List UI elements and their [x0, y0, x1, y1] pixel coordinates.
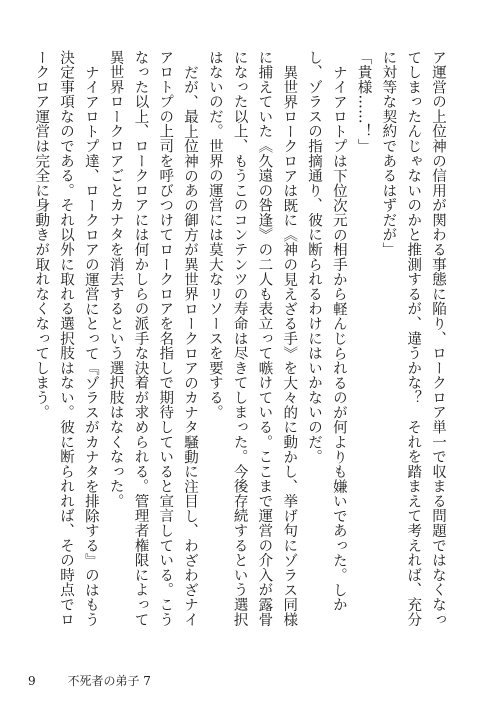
paragraph: だが、最上位神のあの御方が異世界ロークロアのカナタ騒動に注目し、わざわざナイアロトプの上司を呼びつけてロークロアを名指しで期待していると宣言している。こうなった以上、ロークロアには何かしらの派手な決着が求められる。管理者権限によって異世界ロークロアごとカナタを消去するという選択肢はなくなった。 [107, 50, 199, 627]
paragraph: 異世界ロークロアは既に《神の見えざる手》を大々的に動かし、挙げ句にゾラス同様に捕えていた《久遠の咎逢》の二人も表立って嗾けている。ここまで運営の介入が露骨になった以上、もうこのコンテンツの寿命は尽きてしまった。今後存続するという選択はないのだ。世界の運営には莫大なリソースを要する。 [206, 50, 298, 627]
paragraph: 「貴様……！」 [355, 50, 372, 154]
paragraph: ア運営の上位神の信用が関わる事態に陥り、ロークロア単一で収まる問題ではなくなってしまったんじゃないのかと推測するが、違うかな？ それを踏まえて考えれば、充分に対等な契約であるはずだが」 [380, 50, 446, 627]
page-footer [28, 672, 151, 689]
vertical-text-body [33, 50, 450, 640]
book-title: 不死者の弟子 7 [67, 674, 151, 688]
page-number: 9 [28, 674, 36, 688]
paragraph: ナイアロトプは下位次元の相手から軽んじられるのが何よりも嫌いであった。しかし、ゾラスの指摘通り、彼に断られるわけにはいかないのだ。 [306, 50, 347, 612]
paragraph: ナイアロトプ達、ロークロアの運営にとって『ゾラスがカナタを排除する』のはもう決定事項なのである。それ以外に取れる選択肢はない。彼に断られれば、その時点でロークロア運営は完全に身動きが取れなくなってしまう。 [33, 50, 99, 627]
